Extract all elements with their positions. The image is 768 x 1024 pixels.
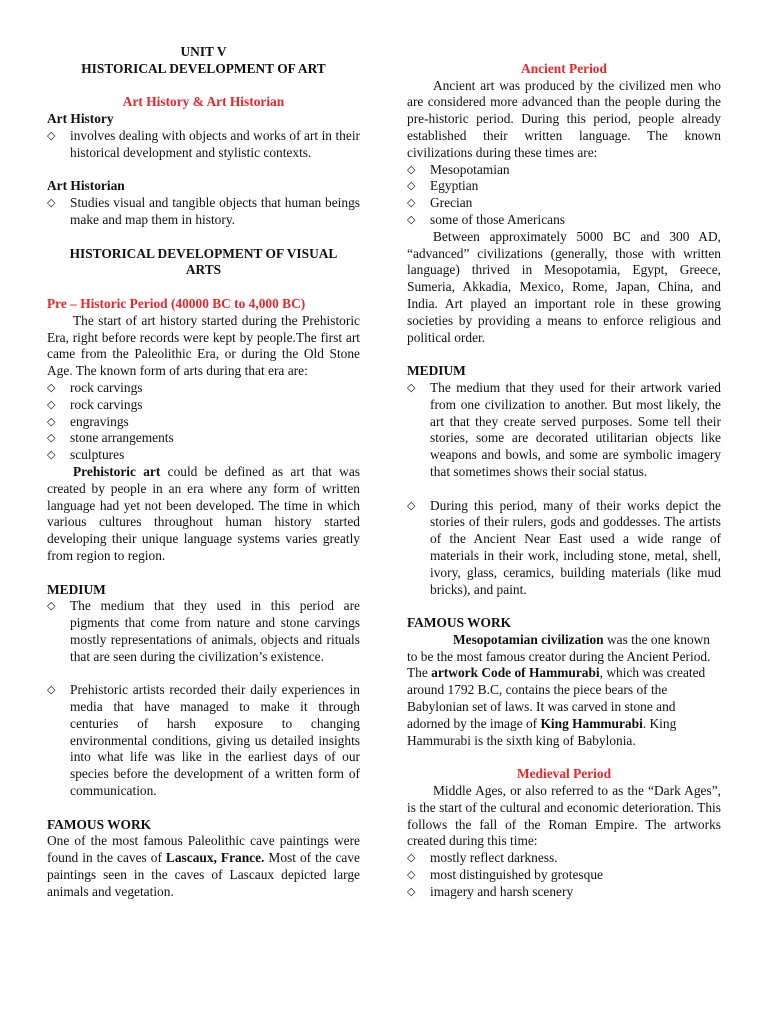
art-historian-list bbox=[47, 195, 360, 229]
diamond-bullet-icon: ◇ bbox=[407, 851, 416, 865]
diamond-bullet-icon: ◇ bbox=[407, 380, 416, 394]
list-item: ◇ involves dealing with objects and works of art in their historical development and stylistic contexts. bbox=[47, 127, 360, 160]
prehistoric-forms-list bbox=[47, 380, 360, 464]
list-item: ◇ mostly reflect darkness. bbox=[407, 850, 558, 866]
list-item: ◇ During this period, many of their works depict the stories of their rulers, gods and goddesses. The artists of the Ancient Near East used a wide range of materials in their work, including stone, metal, shell, ivory, glass, ceramics, building materials (like mud bricks), and paint. bbox=[407, 497, 721, 597]
ancient-famous-work-heading: FAMOUS WORK bbox=[407, 615, 512, 631]
medieval-period-heading: Medieval Period bbox=[516, 766, 612, 782]
medieval-intro: Middle Ages, or also referred to as the “Dark Ages”, is the start of the cultural and economic deterioration. This follows the fall of the Roman Empire. The artworks created during this time: bbox=[407, 783, 721, 849]
right-column bbox=[407, 44, 721, 901]
prehistoric-heading: Pre – Historic Period (40000 BC to 4,000 BC) bbox=[47, 295, 306, 311]
famous-work-text: One of the most famous Paleolithic cave paintings were found in the caves of Lascaux, France. Most of the cave paintings seen in the caves of Lascaux depicted large animals and vegetation. bbox=[47, 833, 360, 899]
medium-heading: MEDIUM bbox=[47, 581, 106, 597]
list-item: ◇ rock carvings bbox=[47, 396, 143, 412]
prehistoric-definition: Prehistoric art could be defined as art that was created by people in an era where any form of written language had yet not been developed. The time in which various cultures throughout human history started developing their unique language systems varies greatly from region to region. bbox=[47, 463, 360, 563]
diamond-bullet-icon: ◇ bbox=[47, 599, 56, 613]
diamond-bullet-icon: ◇ bbox=[407, 196, 416, 210]
list-item: ◇ The medium that they used in this period are pigments that come from nature and stone carvings mostly representations of animals, objects and rituals that are seen during the civilization’s existence. bbox=[47, 598, 360, 664]
list-item: ◇ Grecian bbox=[407, 195, 473, 211]
diamond-bullet-icon: ◇ bbox=[47, 196, 56, 210]
list-item: ◇ The medium that they used for their artwork varied from one civilization to another. But most likely, the art that they create served purposes. Some tell their stories, some are decorated utilitarian objects like weapons and bowls, and some are symbolic imagery that sometimes shows their social status. bbox=[407, 379, 721, 479]
diamond-bullet-icon: ◇ bbox=[407, 179, 416, 193]
list-spacer bbox=[47, 665, 360, 682]
ancient-paragraph-2: Between approximately 5000 BC and 300 AD, “advanced” civilizations (generally, those with written language) thrived in Mesopotamia, Egypt, Greece, Sumeria, Akkadia, Mexico, Rome, Japan, China, and India. Art played an important role in these growing societies by providing a means to enforce religious and political order. bbox=[407, 228, 721, 345]
diamond-bullet-icon: ◇ bbox=[407, 212, 416, 226]
list-item: ◇ Studies visual and tangible objects that human beings make and map them in history. bbox=[47, 195, 360, 227]
medium-list bbox=[47, 598, 360, 800]
list-item: ◇ Egyptian bbox=[407, 178, 479, 194]
list-item: ◇ some of those Americans bbox=[407, 211, 565, 227]
art-historian-label: Art Historian bbox=[47, 178, 125, 194]
diamond-bullet-icon: ◇ bbox=[407, 884, 416, 898]
famous-work-heading: FAMOUS WORK bbox=[47, 816, 152, 832]
ancient-intro: Ancient art was produced by the civilized men who are considered more advanced than the people during the pre-historic period. During this period, people already established their written language. The known civilizations during these times are: bbox=[407, 77, 721, 160]
ancient-medium-list bbox=[407, 380, 721, 598]
list-item: ◇ rock carvings bbox=[47, 379, 143, 395]
list-spacer bbox=[407, 481, 721, 498]
diamond-bullet-icon: ◇ bbox=[47, 683, 56, 697]
diamond-bullet-icon: ◇ bbox=[47, 128, 56, 142]
prehistoric-intro: The start of art history started during the Prehistoric Era, right before records were kept by people.The first art came from the Paleolithic Era, or during the Old Stone Age. The known form of arts during that era are: bbox=[47, 312, 360, 379]
diamond-bullet-icon: ◇ bbox=[407, 162, 416, 176]
list-item: ◇ engravings bbox=[47, 413, 129, 429]
section-heading-visual-arts-line2: ARTS bbox=[185, 262, 222, 278]
diamond-bullet-icon: ◇ bbox=[47, 431, 56, 445]
diamond-bullet-icon: ◇ bbox=[47, 448, 56, 462]
list-item: ◇ Prehistoric artists recorded their daily experiences in media that have managed to make it through centuries of harsh exposure to changing environmental conditions, giving us detailed insights into what life was like in the earliest days of our species before the development of a written form of communication. bbox=[47, 682, 360, 799]
section-heading-art-history: Art History & Art Historian bbox=[122, 94, 285, 110]
diamond-bullet-icon: ◇ bbox=[407, 498, 416, 512]
diamond-bullet-icon: ◇ bbox=[47, 380, 56, 394]
section-heading-visual-arts-line1: HISTORICAL DEVELOPMENT OF VISUAL bbox=[69, 245, 338, 261]
ancient-period-heading: Ancient Period bbox=[521, 60, 607, 76]
civilizations-list bbox=[407, 162, 721, 229]
left-column bbox=[47, 44, 360, 901]
list-item: ◇ stone arrangements bbox=[47, 430, 174, 446]
ancient-medium-heading: MEDIUM bbox=[407, 363, 466, 379]
list-item: ◇ Mesopotamian bbox=[407, 161, 510, 177]
list-item: ◇ most distinguished by grotesque bbox=[407, 867, 603, 883]
medieval-list bbox=[407, 850, 721, 900]
art-history-list bbox=[47, 128, 360, 162]
list-item: ◇ sculptures bbox=[47, 447, 125, 463]
diamond-bullet-icon: ◇ bbox=[47, 397, 56, 411]
ancient-famous-work-text: Mesopotamian civilization was the one known to be the most famous creator during the Ancient Period. The artwork Code of Hammurabi, which was created around 1792 B.C, contains the piece bears of the Babylonian set of laws. It was carved in stone and adorned by the image of King Hammurabi. King Hammurabi is the sixth king of Babylonia. bbox=[407, 631, 711, 748]
list-item: ◇ imagery and harsh scenery bbox=[407, 883, 574, 899]
diamond-bullet-icon: ◇ bbox=[47, 414, 56, 428]
page-title: HISTORICAL DEVELOPMENT OF ART bbox=[81, 60, 326, 76]
unit-label: UNIT V bbox=[180, 44, 227, 59]
art-history-label: Art History bbox=[47, 111, 114, 127]
diamond-bullet-icon: ◇ bbox=[407, 868, 416, 882]
